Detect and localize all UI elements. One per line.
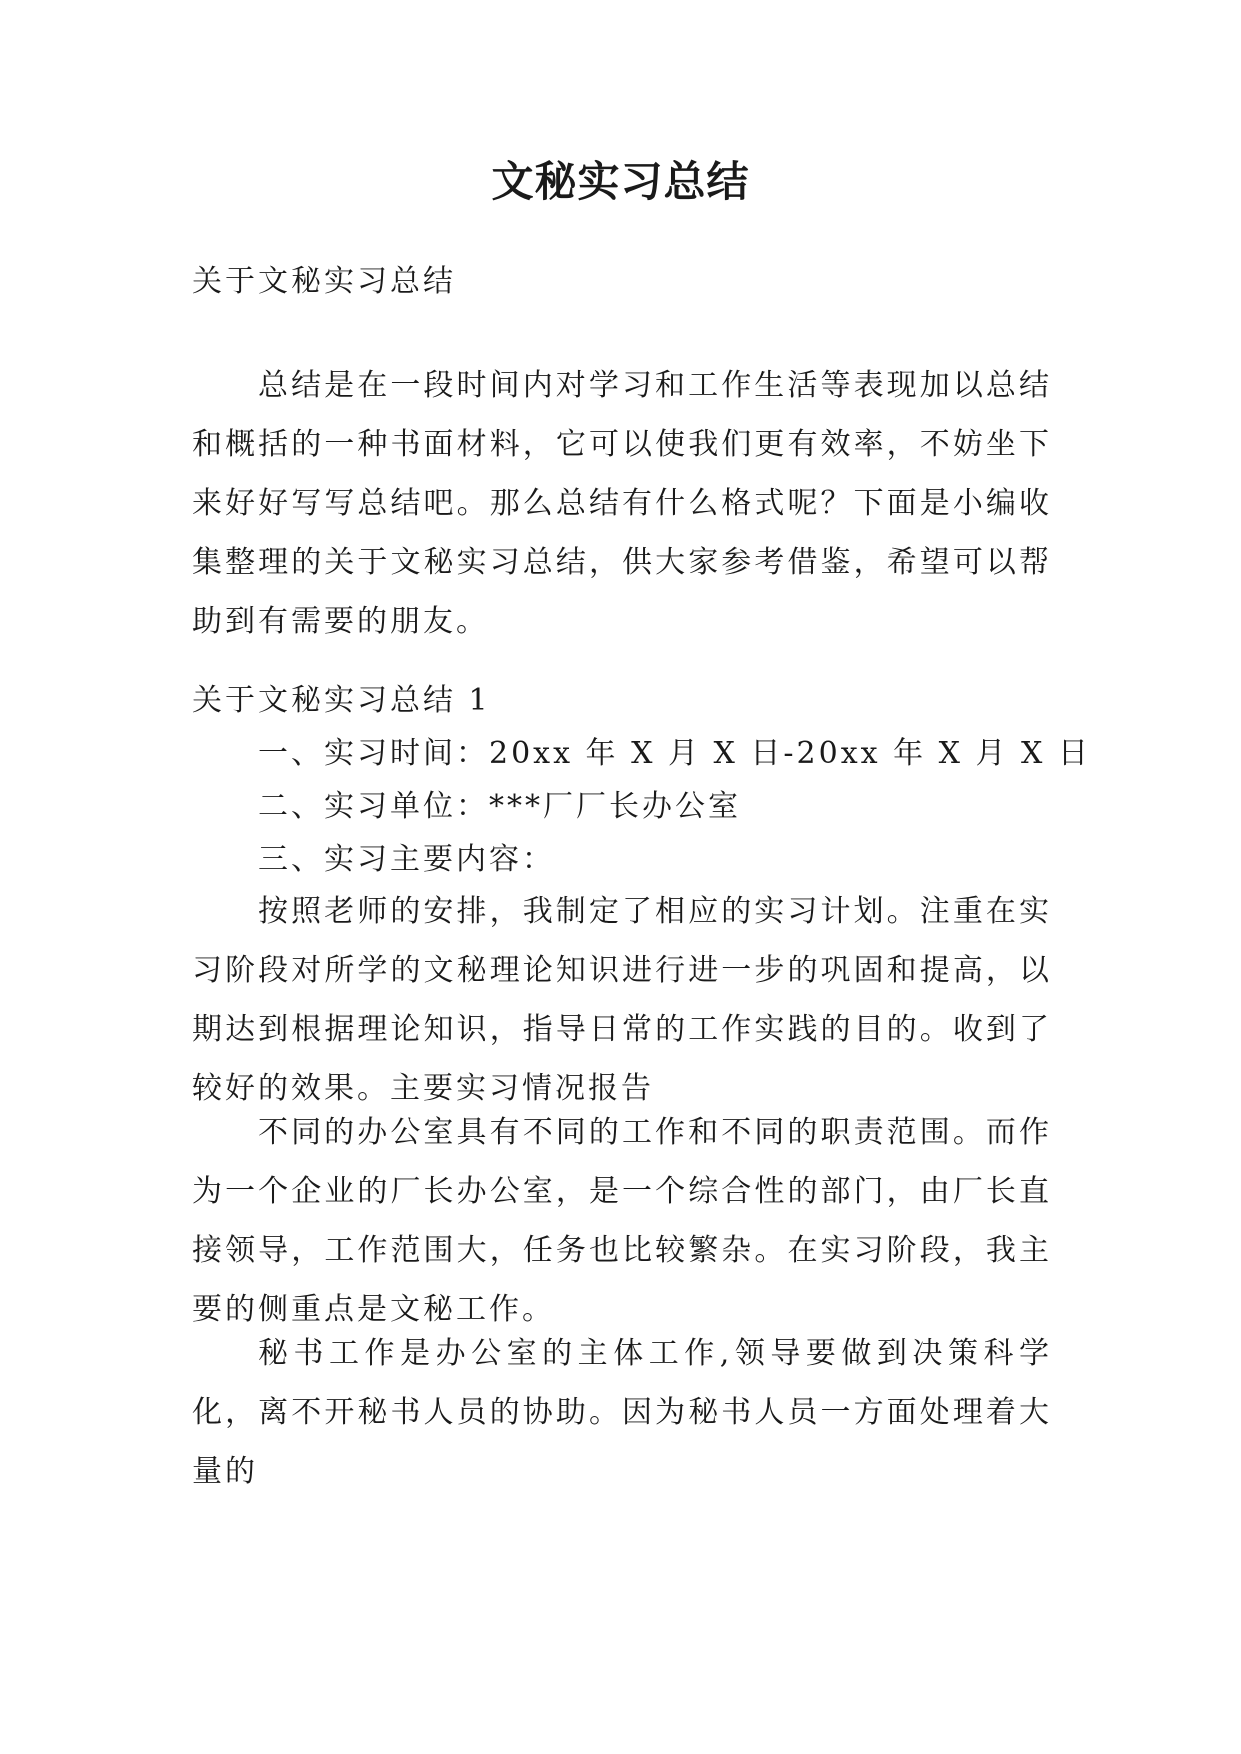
body-paragraph: 不同的办公室具有不同的工作和不同的职责范围。而作为一个企业的厂长办公室，是一个综合性的部门，由厂长直接领导，工作范围大，任务也比较繁杂。在实习阶段，我主要的侧重点是文秘工作。 — [192, 1115, 1052, 1327]
document-subtitle: 关于文秘实习总结 — [192, 264, 456, 299]
list-item-internship-time: 一、实习时间：20xx 年 X 月 X 日-20xx 年 X 月 X 日 — [258, 736, 1091, 771]
intro-paragraph: 总结是在一段时间内对学习和工作生活等表现加以总结和概括的一种书面材料，它可以使我们更有效率，不妨坐下来好好写写总结吧。那么总结有什么格式呢？下面是小编收集整理的关于文秘实习总结，供大家参考借鉴，希望可以帮助到有需要的朋友。 — [192, 368, 1052, 639]
section-heading: 关于文秘实习总结 1 — [192, 683, 491, 718]
body-paragraph: 按照老师的安排，我制定了相应的实习计划。注重在实习阶段对所学的文秘理论知识进行进一步的巩固和提高，以期达到根据理论知识，指导日常的工作实践的目的。收到了较好的效果。主要实习情况报告 — [192, 894, 1052, 1106]
body-paragraph: 秘书工作是办公室的主体工作,领导要做到决策科学化，离不开秘书人员的协助。因为秘书人员一方面处理着大量的 — [192, 1336, 1052, 1489]
list-item-internship-content: 三、实习主要内容： — [258, 842, 555, 877]
list-item-internship-unit: 二、实习单位：***厂厂长办公室 — [258, 789, 741, 824]
document-title: 文秘实习总结 — [491, 157, 750, 206]
